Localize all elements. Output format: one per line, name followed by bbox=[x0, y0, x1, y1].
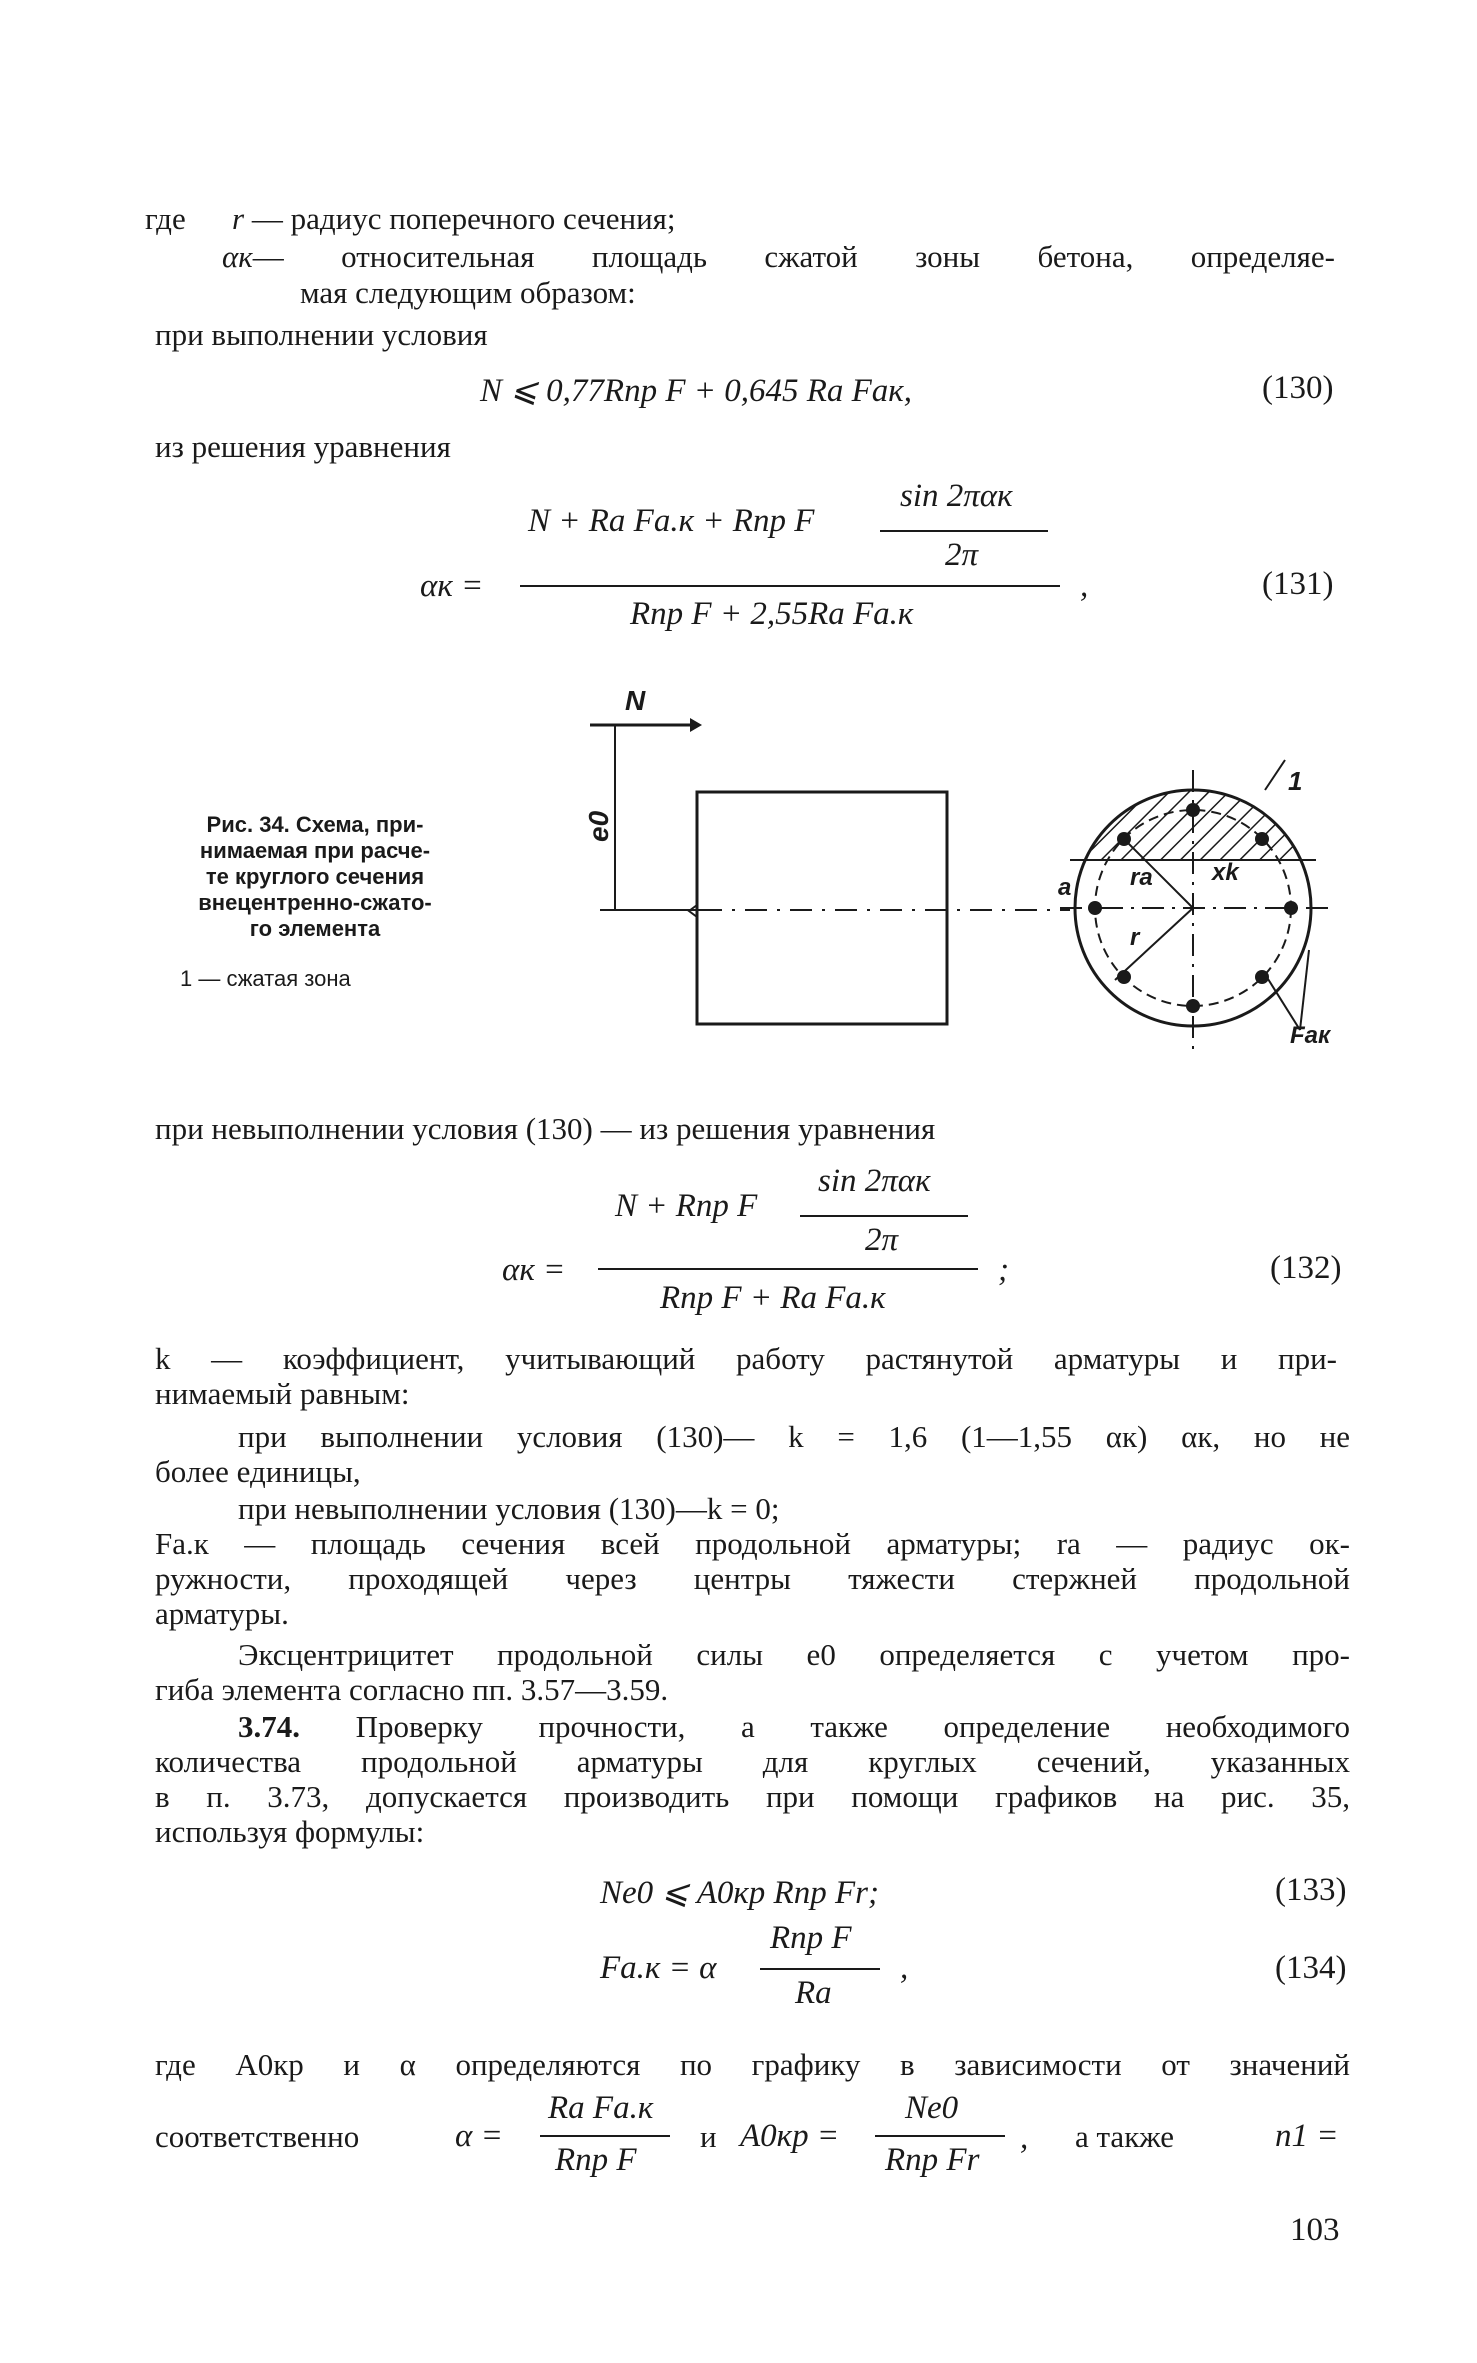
figure-caption-line: те круглого сечения bbox=[205, 864, 425, 889]
eq134-comma: , bbox=[900, 1950, 909, 1986]
section-3-74-line1 bbox=[238, 1710, 1350, 1744]
condition-not-met: при невыполнении условия (130)—k = 0; bbox=[238, 1491, 780, 1526]
eccentricity-line1: Эксцентрицитет продольной силы e0 определяется с учетом про- bbox=[238, 1637, 1350, 1672]
eq131-lhs: αк = bbox=[420, 568, 484, 604]
figure-caption-line: внецентренно-сжато- bbox=[198, 890, 432, 915]
eq134-fraction-bar bbox=[760, 1968, 880, 1970]
eq134-lhs: Fа.к = α bbox=[600, 1950, 717, 1986]
final-a0-bar bbox=[875, 2135, 1005, 2137]
radius-r bbox=[1115, 908, 1193, 980]
equation-131-number: (131) bbox=[1262, 566, 1334, 602]
final-alpha-numerator: Rа Fа.к bbox=[548, 2090, 654, 2126]
eq132-denominator: Rпр F + Rа Fа.к bbox=[660, 1280, 886, 1316]
final-and: и bbox=[700, 2119, 717, 2154]
eq132-lhs: αк = bbox=[502, 1252, 566, 1288]
rebar bbox=[1284, 901, 1298, 915]
label-ra: ra bbox=[1130, 864, 1153, 891]
figure-caption-line: Рис. 34. Схема, при- bbox=[206, 812, 424, 837]
condition-met-line1: при выполнении условия (130)— k = 1,6 (1—1,55 αк) αк, но не bbox=[238, 1419, 1350, 1454]
eq131-inner-denominator: 2π bbox=[945, 537, 979, 573]
equation-134-number: (134) bbox=[1275, 1950, 1347, 1986]
final-a0-eq: A0кр = bbox=[740, 2118, 840, 2154]
eq134-denominator: Rа bbox=[795, 1975, 832, 2011]
section-3-74-line2: количества продольной арматуры для круглых сечений, указанных bbox=[155, 1744, 1350, 1779]
eq131-numerator: N + Rа Fа.к + Rпр F bbox=[528, 503, 815, 539]
eccentricity-line2: гиба элемента согласно пп. 3.57—3.59. bbox=[155, 1672, 669, 1707]
section-3-74-line4: используя формулы: bbox=[155, 1814, 425, 1849]
eq132-semicolon: ; bbox=[998, 1252, 1009, 1288]
eq131-comma: , bbox=[1080, 568, 1089, 604]
rebar bbox=[1088, 901, 1102, 915]
final-a0-numerator: Ne0 bbox=[905, 2090, 959, 2126]
equation-130: N ⩽ 0,77Rпр F + 0,645 Rа Fак, bbox=[480, 373, 912, 409]
figure-34-diagram bbox=[0, 0, 1477, 1080]
eq132-numerator: N + Rпр F bbox=[615, 1188, 758, 1224]
final-line1: где A0кр и α определяются по графику в зависимости от значений bbox=[155, 2047, 1350, 2082]
label-alpha: a bbox=[1058, 874, 1072, 901]
eq131-intro: из решения уравнения bbox=[155, 429, 451, 464]
label-e0: e0 bbox=[583, 810, 614, 842]
figure-legend: 1 — сжатая зона bbox=[180, 966, 351, 991]
final-alpha-denominator: Rпр F bbox=[555, 2142, 637, 2178]
r-symbol: r bbox=[232, 201, 245, 236]
alpha-definition-line2: мая следующим образом: bbox=[300, 275, 636, 310]
section-number: 3.74. bbox=[238, 1709, 300, 1744]
section-3-74-line3: в п. 3.73, допускается производить при помощи графиков на рис. 35, bbox=[155, 1779, 1350, 1814]
figure-caption-line: го элемента bbox=[249, 916, 381, 941]
label-r: r bbox=[1130, 924, 1140, 951]
fak-definition-line3: арматуры. bbox=[155, 1596, 289, 1631]
rebar bbox=[1186, 803, 1200, 817]
eq134-numerator: Rпр F bbox=[770, 1920, 852, 1956]
k-definition-line2: нимаемый равным: bbox=[155, 1376, 410, 1411]
final-alpha-eq: α = bbox=[455, 2118, 503, 2154]
final-also: а также bbox=[1075, 2119, 1175, 2154]
eq132-intro: при невыполнении условия (130) — из решения уравнения bbox=[155, 1111, 936, 1146]
eq132-inner-fraction-bar bbox=[800, 1215, 968, 1217]
eq131-denominator: Rпр F + 2,55Rа Fа.к bbox=[630, 596, 914, 632]
fak-definition-line1: Fа.к — площадь сечения всей продольной арматуры; rа — радиус ок- bbox=[155, 1526, 1350, 1561]
compressed-zone bbox=[1060, 785, 1330, 860]
force-arrowhead bbox=[690, 718, 702, 732]
final-a0-denominator: Rпр Fr bbox=[885, 2142, 980, 2178]
r-definition: — радиус поперечного сечения; bbox=[251, 201, 676, 236]
leader-fak-2 bbox=[1300, 950, 1309, 1030]
equation-132-number: (132) bbox=[1270, 1250, 1342, 1286]
k-definition-line1: k — коэффициент, учитывающий работу растянутой арматуры и при- bbox=[155, 1341, 1337, 1376]
fak-definition-line2: ружности, проходящей через центры тяжести стержней продольной bbox=[155, 1561, 1350, 1596]
eq132-inner-numerator: sin 2παк bbox=[818, 1163, 931, 1199]
figure-caption-line: нимаемая при расче- bbox=[199, 838, 431, 863]
rebar bbox=[1186, 999, 1200, 1013]
leader-1 bbox=[1265, 760, 1285, 790]
equation-133-number: (133) bbox=[1275, 1872, 1347, 1908]
eq132-fraction-bar bbox=[598, 1268, 978, 1270]
final-resp: соответственно bbox=[155, 2119, 360, 2154]
final-n1: n1 = bbox=[1275, 2118, 1339, 2154]
rebar bbox=[1255, 832, 1269, 846]
eq132-inner-denominator: 2π bbox=[865, 1222, 899, 1258]
eq131-inner-numerator: sin 2παк bbox=[900, 478, 1013, 514]
label-N: N bbox=[625, 685, 646, 716]
alpha-definition-line1: — относительная площадь сжатой зоны бетона, определяе- bbox=[252, 239, 1335, 274]
page-number: 103 bbox=[1290, 2212, 1340, 2248]
label-1: 1 bbox=[1288, 766, 1303, 796]
section-3-74-text: Проверку прочности, а также определение необходимого bbox=[355, 1709, 1350, 1744]
where-word: где bbox=[145, 201, 186, 236]
equation-133: Ne0 ⩽ A0кр Rпр Fr; bbox=[600, 1875, 879, 1911]
equation-130-number: (130) bbox=[1262, 370, 1334, 406]
final-comma: , bbox=[1020, 2120, 1029, 2156]
element-side-view bbox=[697, 792, 947, 1024]
label-xk: xk bbox=[1212, 859, 1239, 886]
label-fak: Fак bbox=[1290, 1022, 1331, 1049]
alpha-symbol: αк bbox=[222, 239, 253, 274]
condition-met-line2: более единицы, bbox=[155, 1454, 361, 1489]
rebar bbox=[1255, 970, 1269, 984]
final-alpha-bar bbox=[540, 2135, 670, 2137]
condition-intro: при выполнении условия bbox=[155, 317, 488, 352]
